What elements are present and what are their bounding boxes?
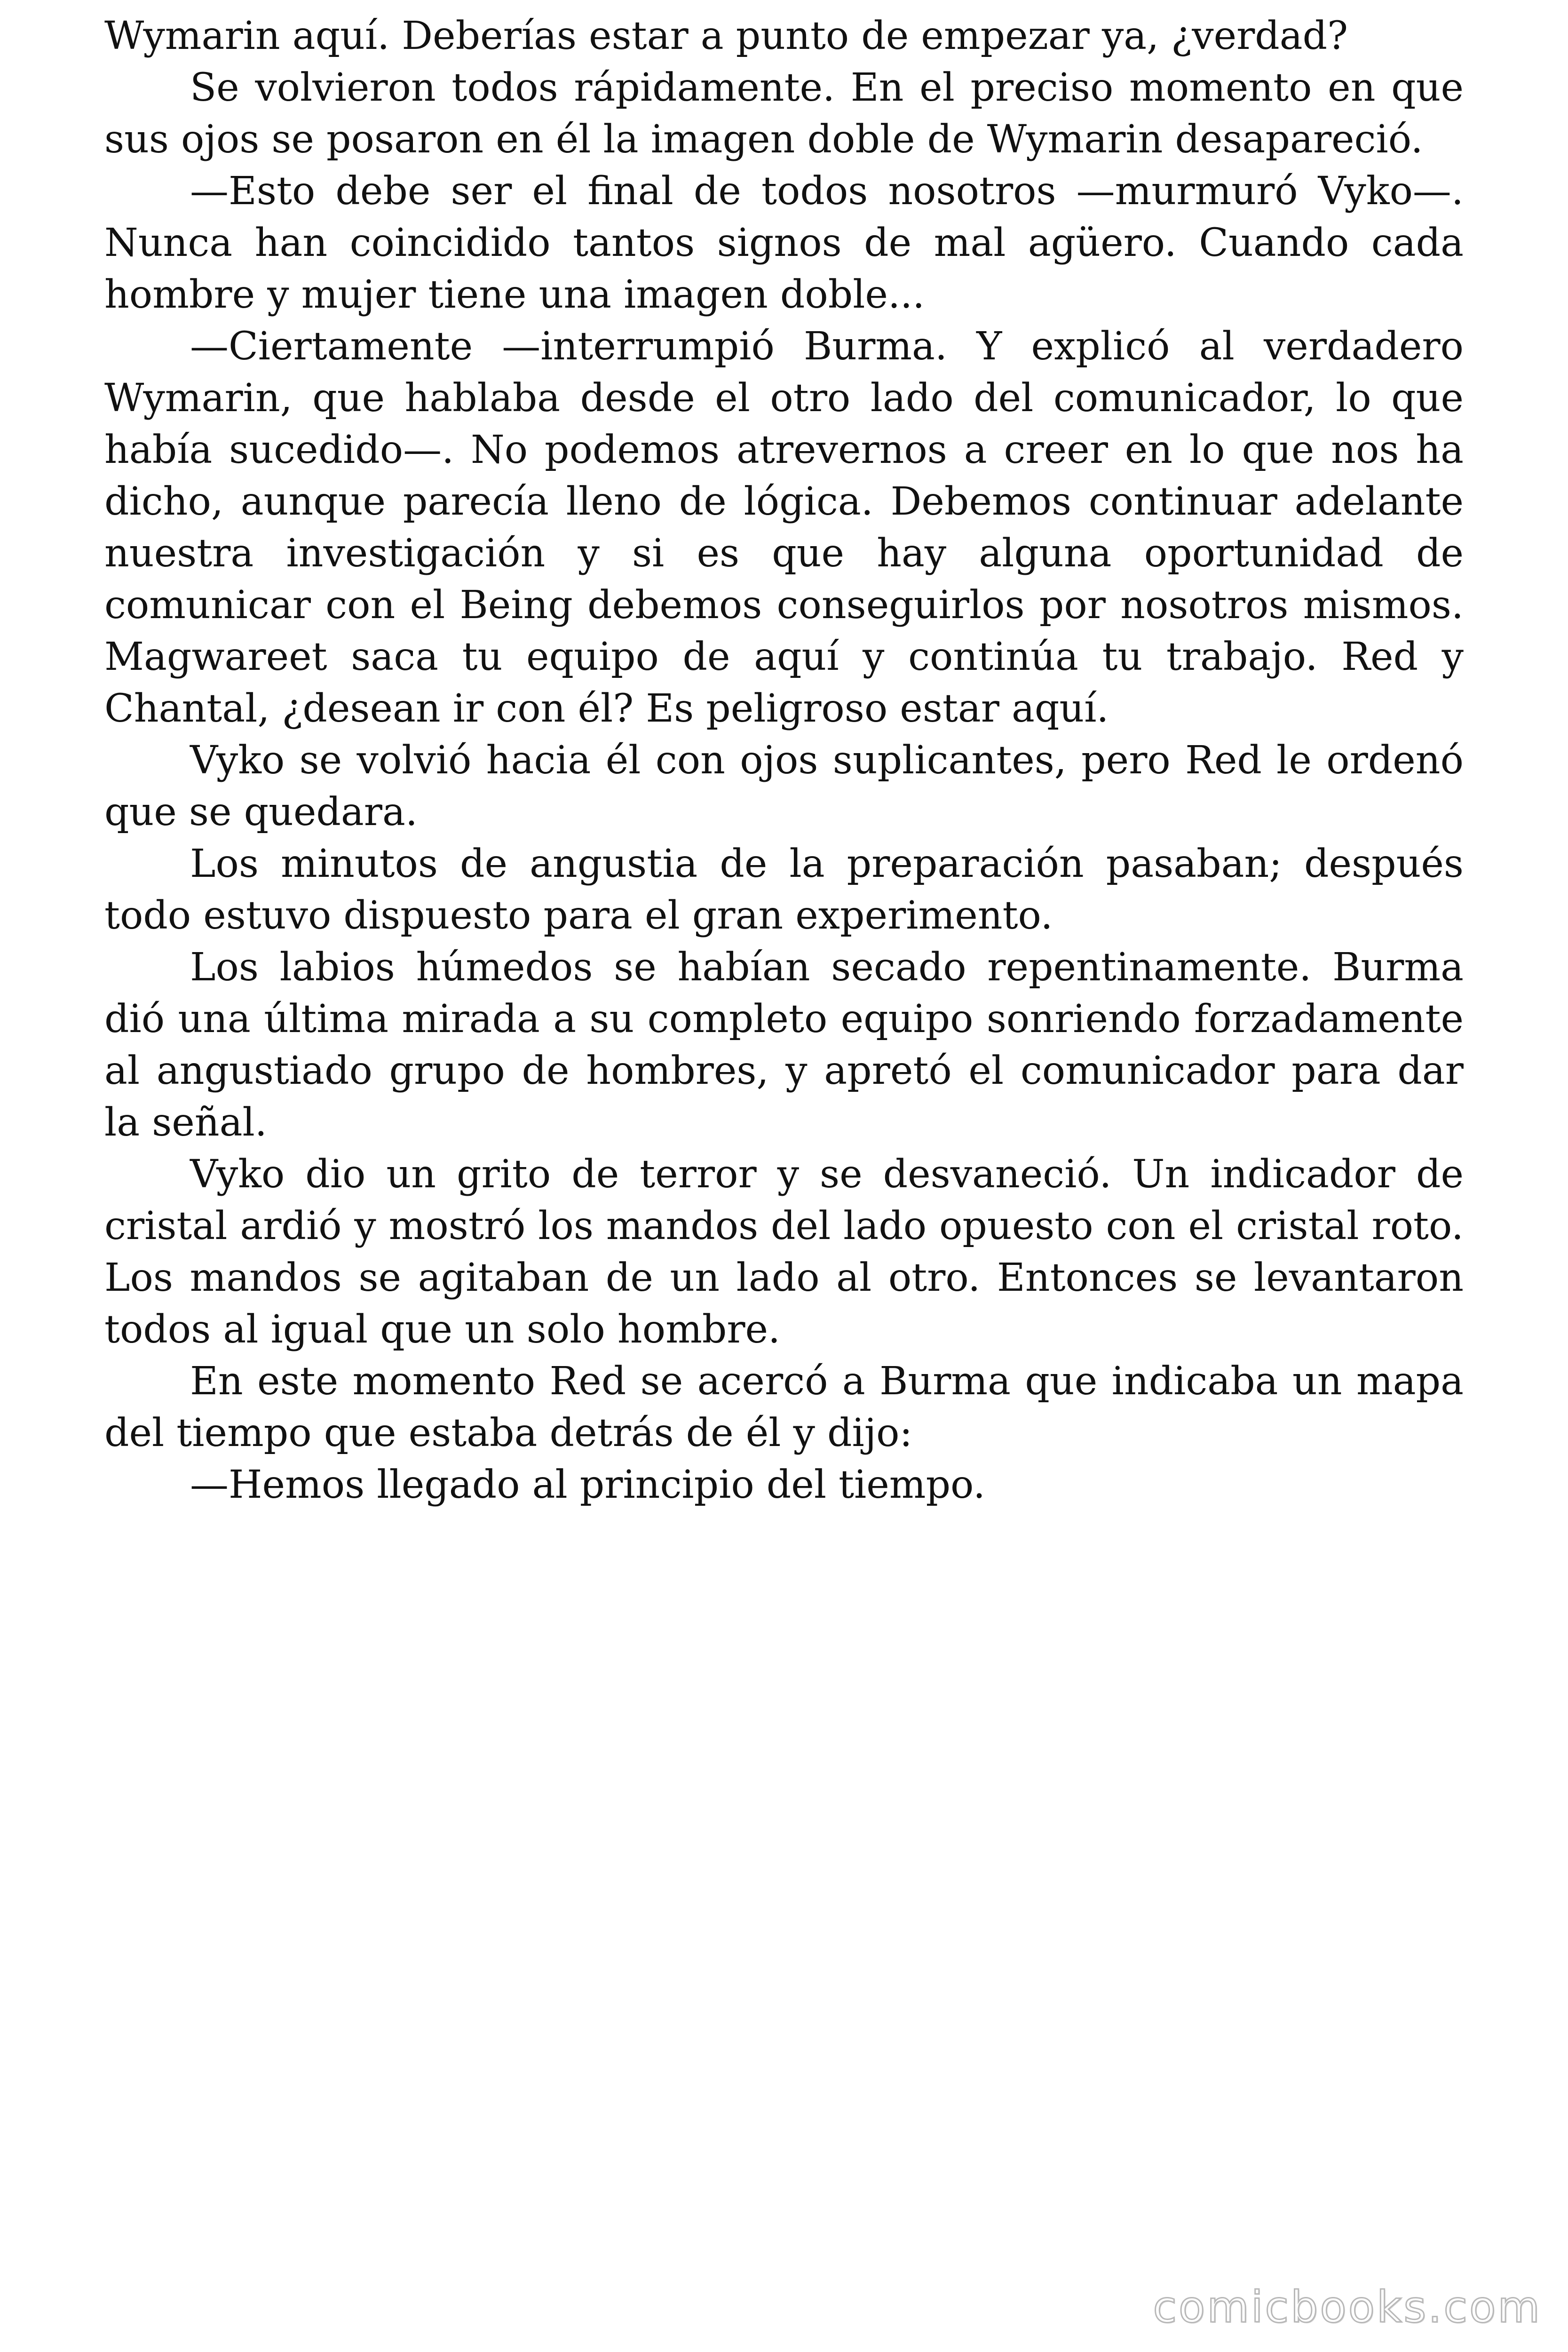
paragraph: Vyko dio un grito de terror y se desvaneció. Un indicador de cristal ardió y mostró los mandos del lado opuesto con el cristal roto. Los mandos se agitaban de un lado al otro. Entonces se levantaron todos al igual que un solo hombre.: [104, 1152, 1464, 1352]
paragraph: —Esto debe ser el final de todos nosotros —murmuró Vyko—. Nunca han coincidido tantos signos de mal agüero. Cuando cada hombre y mujer tiene una imagen doble...: [104, 169, 1464, 317]
paragraph: Los labios húmedos se habían secado repentinamente. Burma dió una última mirada a su completo equipo sonriendo forzadamente al angustiado grupo de hombres, y apretó el comunicador para dar la señal.: [104, 945, 1464, 1145]
body-text: [104, 10, 1464, 1511]
paragraph: Se volvieron todos rápidamente. En el preciso momento en que sus ojos se posaron en él la imagen doble de Wymarin desapareció.: [104, 65, 1464, 162]
paragraph: Los minutos de angustia de la preparación pasaban; después todo estuvo dispuesto para el gran experimento.: [104, 842, 1464, 938]
paragraph: En este momento Red se acercó a Burma que indicaba un mapa del tiempo que estaba detrás de él y dijo:: [104, 1359, 1464, 1455]
paragraph-continuation: Wymarin aquí. Deberías estar a punto de empezar ya, ¿verdad?: [104, 14, 1348, 58]
paragraph-final: —Hemos llegado al principio del tiempo.: [190, 1462, 986, 1507]
paragraph: —Ciertamente —interrumpió Burma. Y explicó al verdadero Wymarin, que hablaba desde el otro lado del comunicador, lo que había sucedido—. No podemos atrevernos a creer en lo que nos ha dicho, aunque parecía lleno de lógica. Debemos continuar adelante nuestra investigación y si es que hay alguna oportunidad de comunicar con el Being debemos conseguirlos por nosotros mismos. Magwareet saca tu equipo de aquí y continúa tu trabajo. Red y Chantal, ¿desean ir con él? Es peligroso estar aquí.: [104, 324, 1464, 731]
paragraph: Vyko se volvió hacia él con ojos suplicantes, pero Red le ordenó que se quedara.: [104, 738, 1464, 834]
watermark-logo: comicbooks.com: [1153, 2282, 1542, 2332]
